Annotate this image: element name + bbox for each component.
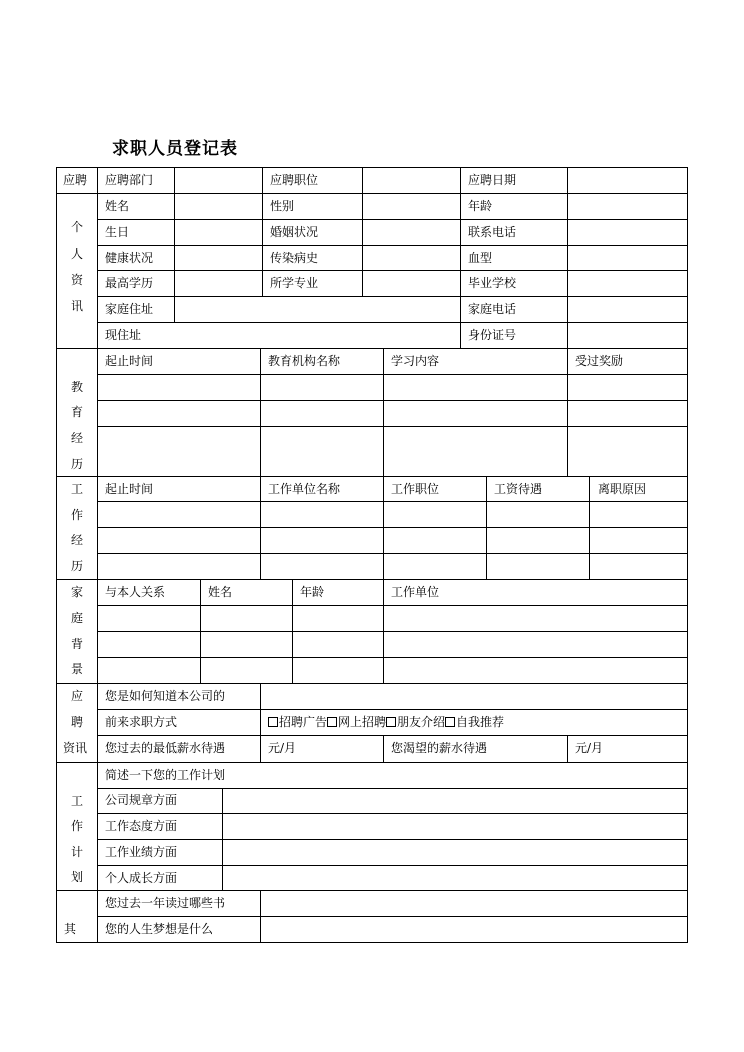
checkbox-icon[interactable] [327, 717, 337, 727]
family-age-header: 年龄 [300, 585, 325, 599]
expected-salary-unit: 元/月 [575, 741, 604, 755]
family-company-header: 工作单位 [391, 585, 440, 599]
expected-salary-label: 您渴望的薪水待遇 [391, 741, 488, 755]
family-name-header: 姓名 [208, 585, 233, 599]
option-self[interactable]: 自我推荐 [445, 715, 504, 729]
education-level-label: 最高学历 [105, 276, 154, 290]
apply-dept-label: 应聘部门 [105, 173, 154, 187]
edu-institution-header: 教育机构名称 [268, 354, 341, 368]
major-label: 所学专业 [270, 276, 319, 290]
plan-growth-label: 个人成长方面 [105, 871, 178, 885]
current-address-label: 现住址 [105, 328, 142, 342]
checkbox-icon[interactable] [386, 717, 396, 727]
option-recruit-ad[interactable]: 招聘广告 [268, 715, 327, 729]
apply-date-label: 应聘日期 [468, 173, 517, 187]
edu-content-header: 学习内容 [391, 354, 440, 368]
work-position-header: 工作职位 [391, 482, 440, 496]
work-salary-header: 工资待遇 [494, 482, 543, 496]
dream-label: 您的人生梦想是什么 [105, 922, 214, 936]
phone-label: 联系电话 [468, 225, 517, 239]
marital-label: 婚姻状况 [270, 225, 319, 239]
method-label: 前来求职方式 [105, 715, 178, 729]
method-options [268, 715, 504, 729]
section-apply-label: 应聘 [63, 173, 88, 187]
id-number-label: 身份证号 [468, 328, 517, 342]
work-company-header: 工作单位名称 [268, 482, 341, 496]
blood-type-label: 血型 [468, 251, 493, 265]
home-phone-label: 家庭电话 [468, 302, 517, 316]
work-leave-reason-header: 离职原因 [598, 482, 647, 496]
plan-attitude-label: 工作态度方面 [105, 819, 178, 833]
books-label: 您过去一年读过哪些书 [105, 896, 226, 910]
option-friend[interactable]: 朋友介绍 [386, 715, 445, 729]
plan-performance-label: 工作业绩方面 [105, 845, 178, 859]
plan-intro-label: 简述一下您的工作计划 [105, 768, 226, 782]
apply-position-label: 应聘职位 [270, 173, 319, 187]
school-label: 毕业学校 [468, 276, 517, 290]
health-label: 健康状况 [105, 251, 154, 265]
plan-rules-label: 公司规章方面 [105, 793, 178, 807]
min-salary-label: 您过去的最低薪水待遇 [105, 741, 226, 755]
birthday-label: 生日 [105, 225, 130, 239]
gender-label: 性别 [270, 199, 295, 213]
disease-label: 传染病史 [270, 251, 319, 265]
checkbox-icon[interactable] [268, 717, 278, 727]
option-online[interactable]: 网上招聘 [327, 715, 386, 729]
name-label: 姓名 [105, 199, 130, 213]
min-salary-unit: 元/月 [268, 741, 297, 755]
how-know-label: 您是如何知道本公司的 [105, 689, 226, 703]
age-label: 年龄 [468, 199, 493, 213]
section-other-label: 其 [64, 922, 77, 936]
family-relation-header: 与本人关系 [105, 585, 166, 599]
edu-period-header: 起止时间 [105, 354, 154, 368]
checkbox-icon[interactable] [445, 717, 455, 727]
work-period-header: 起止时间 [105, 482, 154, 496]
edu-awards-header: 受过奖励 [575, 354, 624, 368]
form-title: 求职人员登记表 [112, 139, 238, 159]
home-address-label: 家庭住址 [105, 302, 154, 316]
